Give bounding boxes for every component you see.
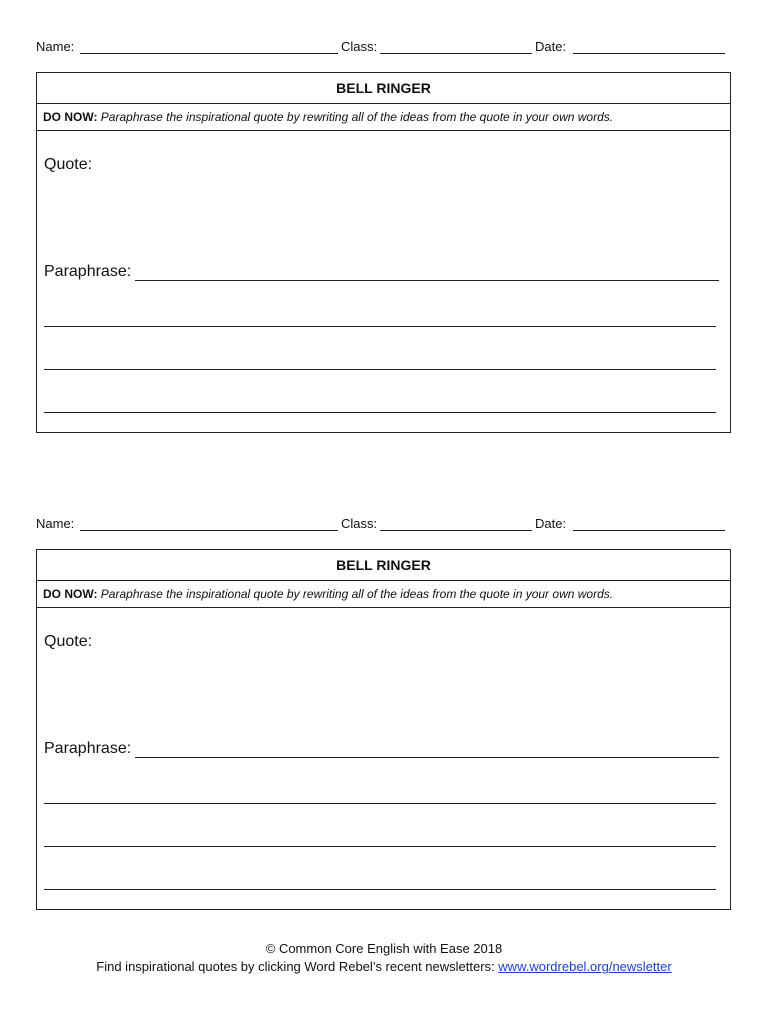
name-label: Name:: [36, 39, 75, 54]
quote-label: Quote:: [44, 633, 93, 650]
footer-find-text: Find inspirational quotes by clicking Word Rebel’s recent newsletters:: [96, 959, 495, 974]
do-now-label: DO NOW:: [43, 110, 98, 124]
quote-label: Quote:: [44, 156, 93, 173]
student-info-row: [36, 514, 726, 534]
writing-line[interactable]: [44, 369, 716, 370]
writing-line[interactable]: [44, 326, 716, 327]
name-blank[interactable]: [80, 530, 338, 531]
class-label: Class:: [341, 39, 378, 54]
writing-line[interactable]: [44, 803, 716, 804]
paraphrase-label: Paraphrase:: [44, 740, 132, 757]
class-blank[interactable]: [380, 530, 532, 531]
name-blank[interactable]: [80, 53, 338, 54]
bell-ringer-box: [36, 549, 731, 910]
date-label: Date:: [535, 516, 567, 531]
worksheet-title: BELL RINGER: [37, 550, 730, 581]
student-info-row: [36, 37, 726, 57]
footer-find-line: [0, 958, 768, 976]
bell-ringer-box: [36, 72, 731, 433]
page-footer: [0, 940, 768, 976]
writing-line[interactable]: [44, 889, 716, 890]
date-label: Date:: [535, 39, 567, 54]
worksheet-title: BELL RINGER: [37, 73, 730, 104]
writing-line[interactable]: [44, 412, 716, 413]
paraphrase-label: Paraphrase:: [44, 263, 132, 280]
do-now-text: Paraphrase the inspirational quote by rewriting all of the ideas from the quote in your own words.: [100, 110, 614, 124]
name-label: Name:: [36, 516, 75, 531]
writing-line[interactable]: [44, 846, 716, 847]
copyright-notice: © Common Core English with Ease 2018: [265, 941, 503, 956]
class-blank[interactable]: [380, 53, 532, 54]
date-blank[interactable]: [573, 53, 725, 54]
do-now-text: Paraphrase the inspirational quote by rewriting all of the ideas from the quote in your own words.: [100, 587, 614, 601]
date-blank[interactable]: [573, 530, 725, 531]
paraphrase-blank[interactable]: [135, 280, 719, 281]
paraphrase-blank[interactable]: [135, 757, 719, 758]
do-now-label: DO NOW:: [43, 587, 98, 601]
class-label: Class:: [341, 516, 378, 531]
do-now-instructions: [37, 581, 730, 608]
newsletter-link[interactable]: www.wordrebel.org/newsletter: [498, 959, 672, 974]
do-now-instructions: [37, 104, 730, 131]
